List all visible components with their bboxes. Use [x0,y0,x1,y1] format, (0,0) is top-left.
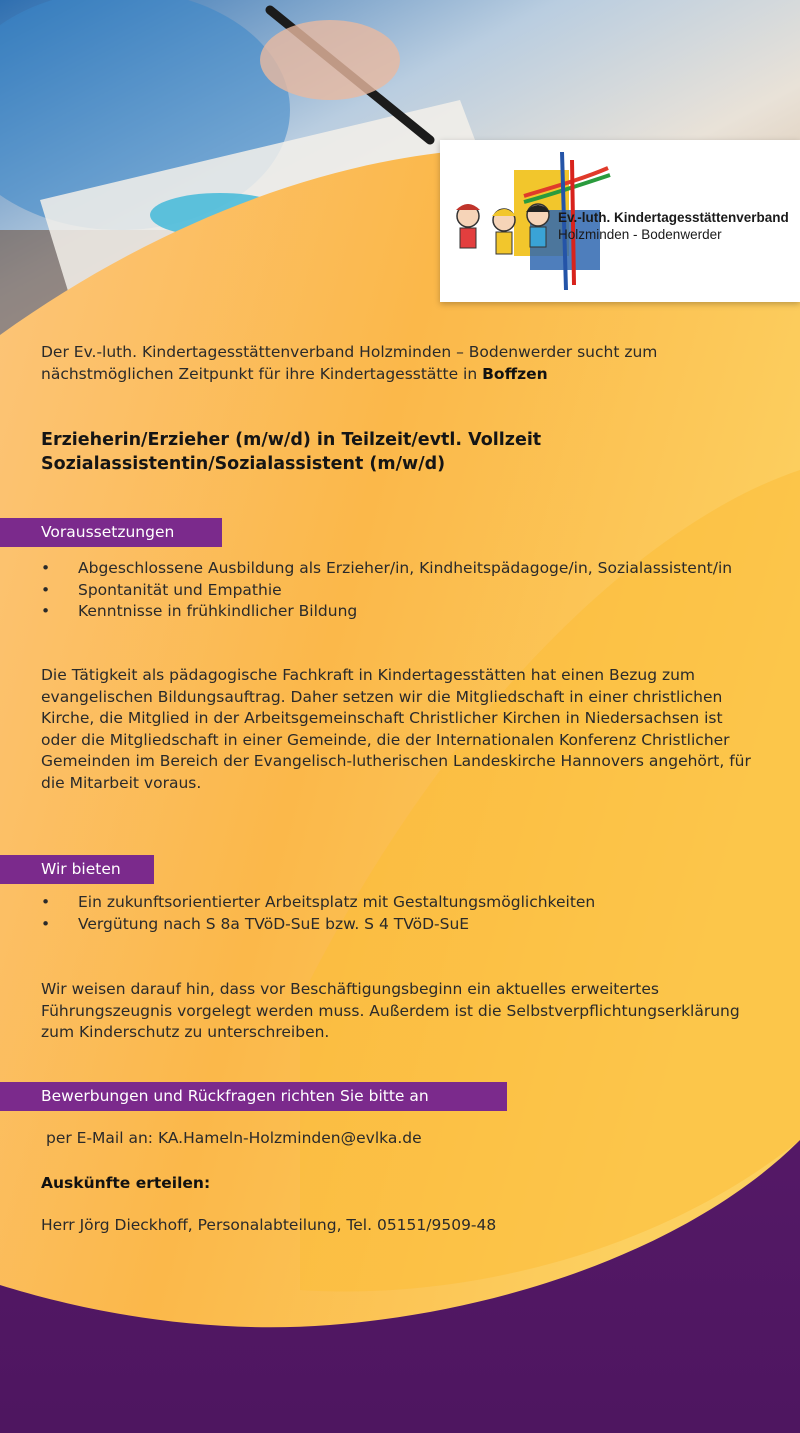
bullet-icon: • [41,914,51,933]
notice-paragraph: Wir weisen darauf hin, dass vor Beschäftigungsbeginn ein aktuelles erweitertes Führungszeugnis vorgelegt werden muss. Außerdem ist die Selbstverpflichtungserklärung zum Kinderschutz zu unterschreiben. [41,980,740,1041]
logo [440,140,800,302]
position-title-educator: Erzieherin/Erzieher (m/w/d) in Teilzeit/evtl. Vollzeit [41,430,542,450]
offer-list [41,892,761,935]
logo-subtitle: Holzminden - Bodenwerder [558,227,722,242]
bullet-icon: • [41,893,51,911]
list-item: • Spontanität und Empathie [41,580,761,602]
logo-title: Ev.-luth. Kindertagesstättenverband [558,210,789,225]
contact-person: Herr Jörg Dieckhoff, Personalabteilung, Tel. 05151/9509-48 [41,1216,497,1234]
list-item: • Abgeschlossene Ausbildung als Erzieher/in, Kindheitspädagoge/in, Sozialassistent/in [41,558,761,580]
position-titles [41,428,761,476]
section-label-offer: Wir bieten [0,855,154,884]
section-label-application: Bewerbungen und Rückfragen richten Sie bitte an [0,1082,507,1111]
position-title-assistant: Sozialassistentin/Sozialassistent (m/w/d) [41,454,446,474]
intro-sentence: Der Ev.-luth. Kindertagesstättenverband Holzminden – Bodenwerder sucht zum nächstmöglichen Zeitpunkt für ihre Kindertagesstätte in [41,343,658,383]
membership-paragraph: Die Tätigkeit als pädagogische Fachkraft in Kindertagesstätten hat einen Bezug zum evangelischen Bildungsauftrag. Daher setzen wir die Mitgliedschaft in einer christlichen Kirche, die Mitglied in der Arbeitsgemeinschaft Christlicher Kirchen in Niedersachsen ist oder die Mitgliedschaft in einer Gemeinde, die der Internationalen Konferenz Christlicher Gemeinden im Bereich der Evangelisch-lutherischen Landeskirche Hannovers angehört, für die Mitarbeit voraus. [41,666,751,792]
intro-text [41,342,761,385]
bullet-icon: • [41,580,51,599]
section-label-requirements: Voraussetzungen [0,518,222,547]
bullet-icon: • [41,559,51,577]
list-item: • Vergütung nach S 8a TVöD-SuE bzw. S 4 TVöD-SuE [41,914,761,936]
email-line[interactable]: per E-Mail an: KA.Hameln-Holzminden@evlka.de [46,1129,422,1147]
list-item: • Kenntnisse in frühkindlicher Bildung [41,601,761,623]
list-item: • Ein zukunftsorientierter Arbeitsplatz mit Gestaltungsmöglichkeiten [41,892,761,914]
intro-location: Boffzen [482,364,548,383]
contact-heading: Auskünfte erteilen: [41,1174,211,1192]
requirements-list [41,558,761,623]
bullet-icon: • [41,602,51,620]
